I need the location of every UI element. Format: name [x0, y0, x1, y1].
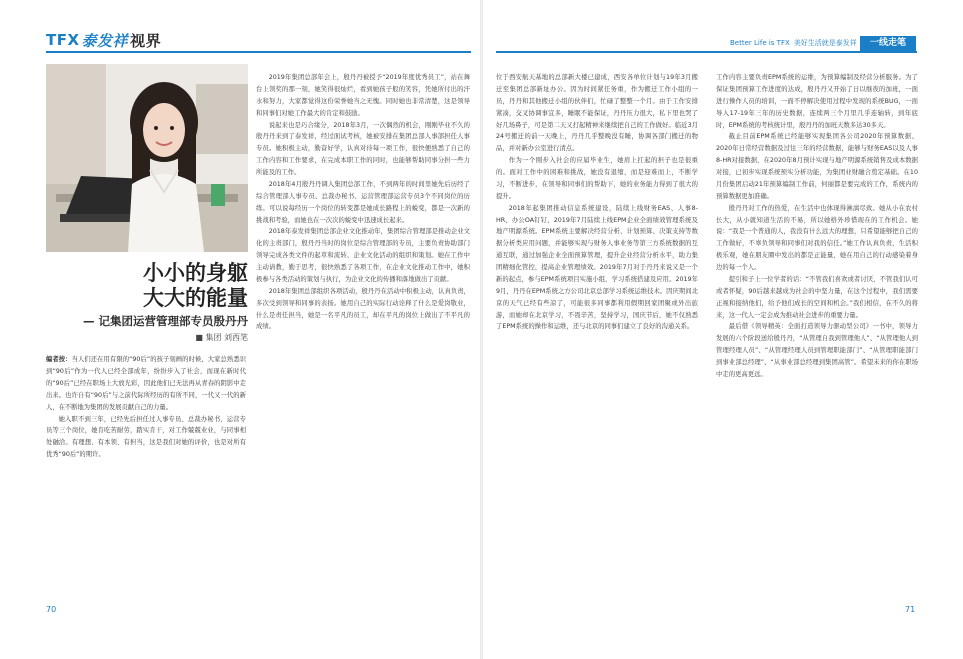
title-line-1: 小小的身躯	[143, 260, 248, 285]
body-column-1	[256, 72, 470, 604]
subtitle: — 记集团运营管理部专员殷丹丹	[82, 314, 248, 328]
tfx-logo-suffix: 视界	[130, 31, 162, 50]
portrait-illustration	[46, 64, 248, 252]
paragraph: 2018年泰发祥集团总部企业文化推动年，集团综合管理部是推动企业文化的主责部门，殷丹丹当时的岗位是综合管理部的专员，主要负责协助部门领导完成各类文件的起草和流转、企业文化活动的组织和策划。她在工作中主动请教，勤于思考，很快熟悉了各项工作，在企业文化推动工作中，她积极参与各类活动的策划与执行，为企业文化的传播和落地做出了贡献。	[256, 228, 470, 283]
tfx-logo-cn: 泰发祥	[81, 31, 129, 50]
body-column-2	[496, 72, 698, 604]
header-rule-left	[46, 51, 471, 53]
paragraph: 截止目前EPM系统已经能够实现集团各公司2020年预算数据、2020年日常经营数据及过往三年的经营数据，能够与财务EAS以及人事8-HR对接数据，在2020年8月预计实现与地产明源系统销售及成本数据对接，已初步实现系统预实分析功能，为集团业财融合奠定基础。在10月份集团启动21年预算编制工作前，何丽都是要完成的工作，系统内的预算数据更加准确。	[716, 133, 918, 200]
editor-note-text: 当人们还在用有限的“90后”的孩子刻画的时候，大家总熟悉识到“90后”作为一代人已经全部成年，纷纷步入了社会，而现在新时代的“90后”已经在职场上大放光彩，因此他们已无法再从青春的阴影中走出来。也许自有“90后”与之前代际所经历的有所不同，一代又一代的新人，在不断地为集团的发展贡献自己的力量。	[46, 356, 247, 411]
author-byline: ■ 集团 刘西笔	[195, 333, 248, 342]
paragraph: 殷丹丹对工作的热爱，在生活中也体现得淋漓尽致。她从小在农村长大，从小就知道生活的不易，所以她格外珍惜现在的工作机会。她说：“我是一个普通的人，我没有什么远大的理想，只希望能够把自己的工作做好，不辜负领导和同事们对我的信任。”她工作认真负责，生活积极乐观，她在朋友圈中发出的都是正能量，她在用自己的行动感染着身边的每一个人。	[716, 204, 918, 271]
paragraph: 作为一个刚步入社会的应届毕业生，她肩上扛起的担子也是很重的。面对工作中的困难和挑战，她没有退缩，而是迎难而上，不断学习，不断进步，在领导和同事们的帮助下，她的业务能力得到了很大的提升。	[496, 157, 698, 200]
slogan-cn: 美好生活就是泰发祥	[793, 39, 857, 47]
paragraph: 工作内容主要负责EPM系统的运维，为预算编制及经营分析服务。为了保证集团预算工作进度的达成，殷丹丹又开始了日以继夜的加班，一面进行操作人员的培训，一面不停解决使用过程中发现的系统BUG，一面导入17-19年三年的历史数据，连续两三个月里几乎连轴转，到年底时，EPM系统的考核统计里，殷丹丹的加班天数多达30多天。	[716, 74, 918, 129]
paragraph: 2018年4月殷丹丹调入集团总部工作，不到两年的时间里她先后历经了综合管理部人事专员、总裁办秘书、运营管理部运营专员3个不同岗位的历练。可以说每经历一个岗位的转变都是她成长路程上的蜕变，都是一次新的挑战和考验，而她也在一次次的蜕变中迅速成长起来。	[256, 180, 470, 224]
portrait-photo	[46, 64, 248, 252]
editor-note	[46, 354, 246, 461]
page-gutter	[480, 0, 483, 659]
page-number-left: 70	[46, 605, 57, 614]
header-slogan	[730, 38, 857, 48]
paragraph: 2019年集团总部年会上，殷丹丹被授予“2019年度优秀员工”，站在舞台上领奖的那一刻，她笑得很灿烂，看到她孩子般的笑容，凭她所付出的汗水和努力，大家都觉得这份荣誉她当之无愧。同时她也非常清楚，这是领导和同事们对她工作最大的肯定和鼓励。	[256, 74, 470, 117]
paragraph: 提引和子上一位学者的话：“不管我们喜欢或者讨厌，不管我们认可或者怀疑，90后越来越成为社会的中坚力量，在这个过程中，我们需要正视和接纳他们，给予他们成长的空间和机会。”我们相信，在不久的将来，这一代人一定会成为推动社会进步的重要力量。	[716, 275, 918, 319]
editor-note-text-2: 她入职不到三年，已经先后担任过人事专员、总裁办秘书、运营专员等三个岗位，她肯吃苦耐劳，踏实肯干，对工作兢兢业业，与同事相处融洽。有理想、有本领、有担当，这是我们对她的评价，也是对所有优秀“90后”的期许。	[46, 415, 246, 459]
paragraph: 最后借《领导精英：全面打造领导力驱动型公司》一书中，领导力发展的六个阶段送给殷丹丹，“从管理自我到管理他人”、“从管理他人到管理经理人员”、“从管理经理人员到管理职能部门”、“从管理职能部门到事业部总经理”、“从事业部总经理到集团高管”。希望未来的你在职场中走的更高更远。	[716, 323, 918, 378]
title-line-2: 大大的能量	[143, 285, 248, 310]
slogan-en: Better Life is TFX	[730, 39, 790, 47]
header-rule-right	[496, 51, 917, 53]
article-title-block	[46, 260, 248, 343]
body-column-3	[716, 72, 918, 604]
paragraph: 2018年集团总部组织各项活动，殷丹丹在活动中积极主动，认真负责，多次受到领导和同事的表扬。她用自己的实际行动诠释了什么是爱岗敬业，什么是责任担当，她是一名平凡的员工，却在平凡的岗位上做出了不平凡的成绩。	[256, 287, 470, 331]
paragraph: 位于西安航天基地的总部新大楼已建成，西安各单位计划与19年3月搬迁至集团总部新址办公。因为时间紧任务重，作为搬迁工作小组的一员，丹丹和其他搬迁小组的伙伴们，忙碌了整整一个月。由于工作安排紧凑，交叉协调事宜多，睡眠不能保证，丹丹压力很大，私下里也哭了好几场鼻子，可是第二天又打起精神来继续把自己的工作做好。临近3月24号搬迁的前一天晚上，丹丹几乎整晚没有睡，协调各部门搬迁的物品，并对新办公室进行清点。	[496, 74, 698, 153]
tfx-logo-text: TFX	[46, 31, 80, 49]
paragraph: 说起来也是巧合缘分，2018年3月，一次偶然的机会，刚刚毕业不久的殷丹丹来到了泰发祥，经过面试考核，她被安排在集团总部人事部担任人事专员。她积极主动，勤奋好学，认真对待每一项工作，很快便熟悉了自己的工作内容和工作要求，在完成本职工作的同时，也能够帮助同事分担一些力所能及的工作。	[256, 121, 470, 176]
paragraph: 2018年起集团推动信息系统建设，陆续上线财务EAS、人事8-HR、办公OA钉钉、2019年7月陆续上线EPM企业全面绩效管理系统及地产明源系统。EPM系统主要解决经营分析、计划预算、决策支持等数据分析类应用问题，并能够实现与财务人事业务等第三方系统数据的互通互联，通过加强企业全面预算管理，提升企业经营分析水平，助力集团精细化管控，提高企业管理绩效。2019年7月对于丹丹来说又是一个新的起点，参与EPM系统项目实施小组，学习系统搭建及应用。2019年9月，丹丹在EPM系统之方公司北京总部学习系统运维技术。因庆期间北京的天气已经有些凉了，可能很多同事都利用假期回家团聚或外出旅游，而她却在北京学习，不畏辛苦，坚持学习，国庆节后，她不仅熟悉了EPM系统的操作和运维，还与北京的同事们建立了良好的沟通关系。	[496, 204, 698, 331]
editor-note-lead: 编者按：	[46, 356, 72, 363]
column-tag: 一线走笔	[860, 36, 916, 51]
magazine-logo	[46, 30, 161, 50]
page-number-right: 71	[905, 605, 916, 614]
